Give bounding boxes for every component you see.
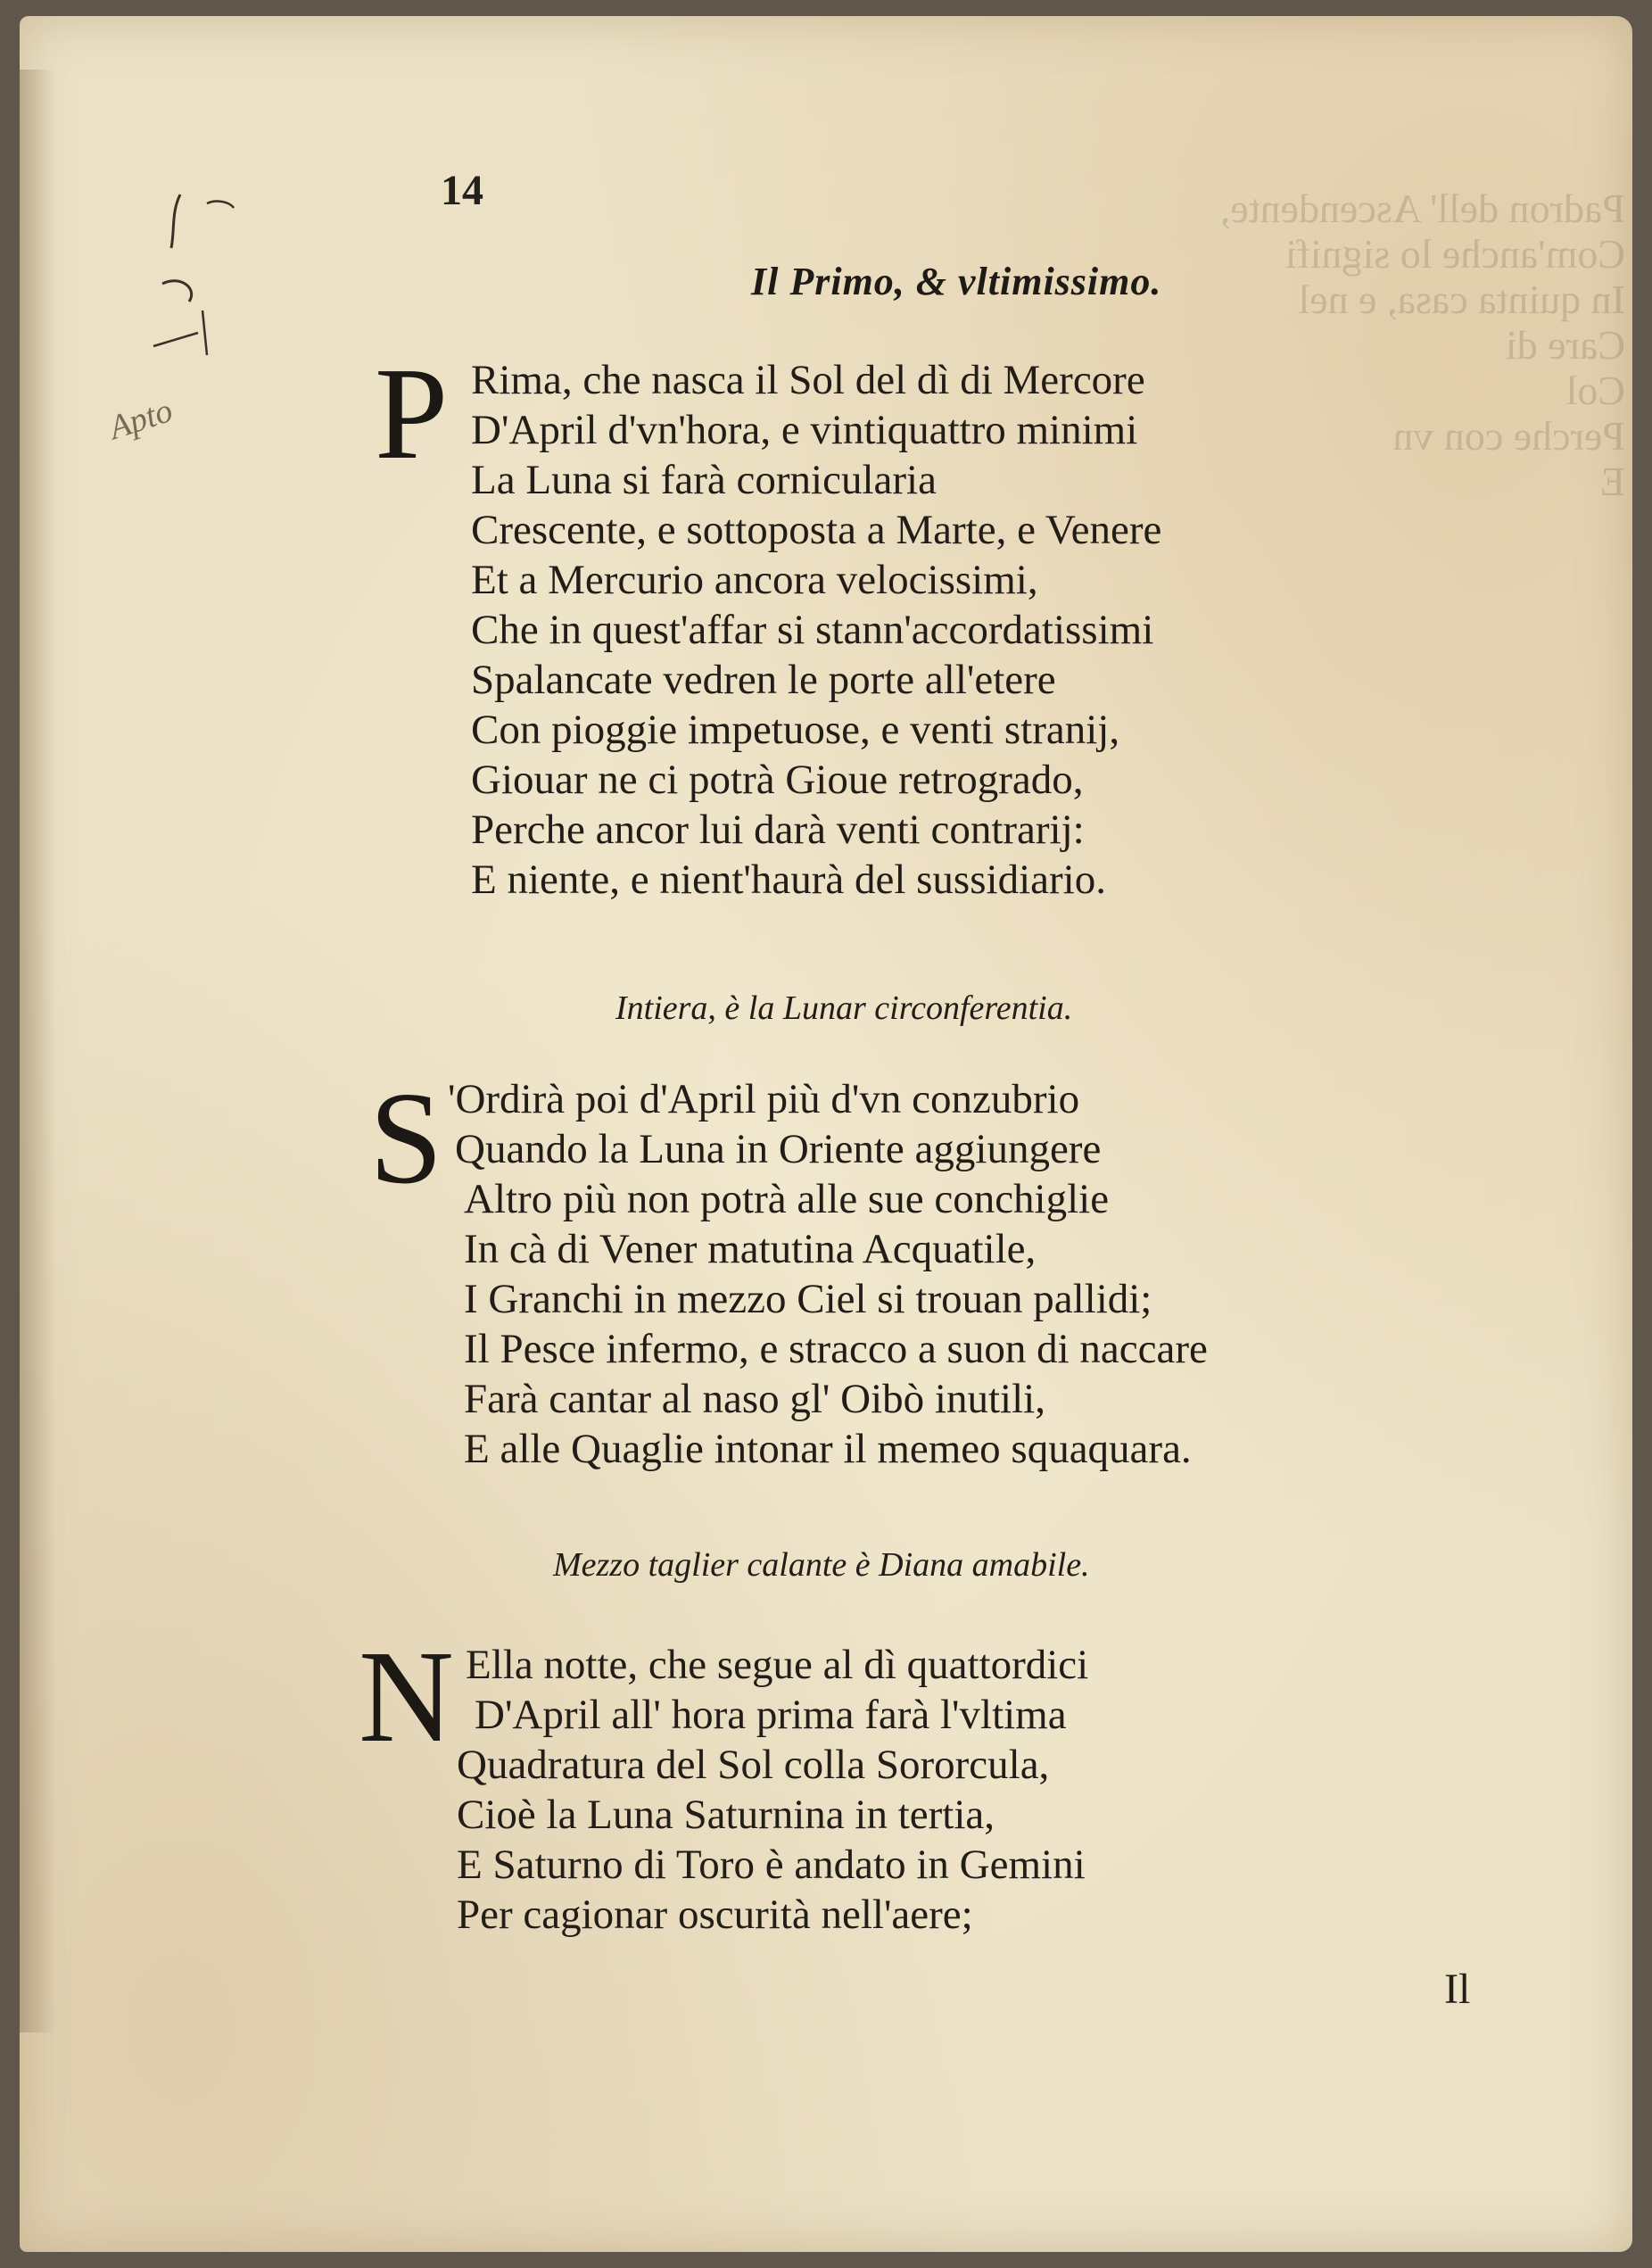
- page-number: 14: [441, 167, 483, 214]
- bleed-line: In quinta casa, e nel: [1298, 277, 1625, 322]
- verse-line: E niente, e nient'haurà del sussidiario.: [471, 857, 1106, 903]
- verse-line: Farà cantar al naso gl' Oibò inutili,: [464, 1376, 1045, 1422]
- stanza-2-lines: [448, 1074, 1079, 1124]
- bleed-line: Com'anche lo signifi: [1284, 231, 1625, 277]
- dropcap-letter: N: [359, 1624, 454, 1770]
- verse-line: D'April d'vn'hora, e vintiquattro minimi: [471, 407, 1138, 453]
- dropcap-letter: P: [375, 341, 449, 487]
- verse-line: In cà di Vener matutina Acquatile,: [464, 1226, 1037, 1272]
- book-page: [20, 16, 1632, 2252]
- verse-line: Quando la Luna in Oriente aggiungere: [455, 1126, 1102, 1172]
- stanza-3-lines: [475, 1690, 1067, 1740]
- stanza-2-lines: [464, 1174, 1208, 1474]
- bleed-line: Padron dell' Ascendente,: [1219, 186, 1625, 231]
- pen-marks-icon: [145, 177, 252, 391]
- verse-line: Spalancate vedren le porte all'etere: [471, 657, 1056, 703]
- verse-line: Rima, che nasca il Sol del dì di Mercore: [471, 357, 1145, 403]
- stanza-1-lines: [471, 455, 1161, 905]
- bleed-through-text: [1219, 186, 1625, 1702]
- verse-line: Con pioggie impetuose, e venti stranij,: [471, 707, 1120, 753]
- verse-line: Giouar ne ci potrà Gioue retrogrado,: [471, 757, 1084, 803]
- verse-line: I Granchi in mezzo Ciel si trouan pallidi;: [464, 1276, 1152, 1322]
- stanza-3-lines: [466, 1640, 1088, 1690]
- verse-line: Il Pesce infermo, e stracco a suon di naccare: [464, 1326, 1208, 1372]
- stanza-1-lines: [471, 405, 1137, 455]
- stanza-1-lines: [471, 355, 1145, 405]
- verse-line: Per cagionar oscurità nell'aere;: [457, 1891, 973, 1938]
- dropcap-letter: S: [369, 1065, 443, 1212]
- bleed-line: E: [1599, 459, 1625, 504]
- bleed-line: Perche con vn: [1392, 413, 1625, 459]
- bleed-line: Care di: [1505, 322, 1625, 368]
- stanza-caption: Mezzo taglier calante è Diana amabile.: [553, 1546, 1090, 1584]
- page-gutter-shadow: [20, 70, 55, 2032]
- verse-line: Et a Mercurio ancora velocissimi,: [471, 557, 1038, 603]
- stanza-2-lines: [455, 1124, 1101, 1174]
- verse-line: E alle Quaglie intonar il memeo squaquara.: [464, 1426, 1192, 1472]
- verse-line: E Saturno di Toro è andato in Gemini: [457, 1842, 1086, 1888]
- bleed-line: Col: [1565, 368, 1625, 413]
- verse-line: Quadratura del Sol colla Sororcula,: [457, 1742, 1050, 1788]
- verse-line: La Luna si farà cornicularia: [471, 457, 937, 503]
- verse-line: Altro più non potrà alle sue conchiglie: [464, 1176, 1110, 1222]
- verse-line: 'Ordirà poi d'April più d'vn conzubrio: [448, 1076, 1080, 1122]
- verse-line: Che in quest'affar si stann'accordatissimi: [471, 607, 1154, 653]
- verse-line: D'April all' hora prima farà l'vltima: [475, 1692, 1067, 1738]
- verse-line: Crescente, e sottoposta a Marte, e Venere: [471, 507, 1162, 553]
- stanza-caption: Intiera, è la Lunar circonferentia.: [615, 989, 1073, 1027]
- verse-line: Ella notte, che segue al dì quattordici: [466, 1642, 1089, 1688]
- stanza-3-lines: [457, 1740, 1086, 1940]
- catchword: Il: [1444, 1966, 1471, 2013]
- verse-line: Perche ancor lui darà venti contrarij:: [471, 807, 1085, 853]
- verse-line: Cioè la Luna Saturnina in tertia,: [457, 1792, 995, 1838]
- margin-note: Apto: [104, 391, 178, 448]
- section-title: Il Primo, & vltimissimo.: [751, 260, 1162, 303]
